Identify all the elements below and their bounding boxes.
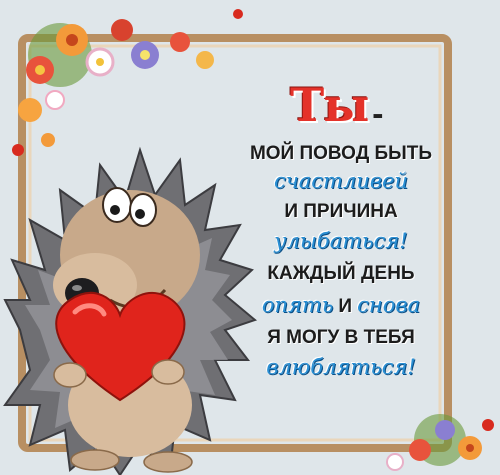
title-ty: Ты [290, 78, 369, 132]
title-dash: - [372, 98, 384, 131]
poem-line-1: МОЙ ПОВОД БЫТЬ [249, 143, 433, 164]
poem-line-6 [236, 295, 446, 316]
poem-word-snova: снова [357, 293, 421, 317]
poem-line-5: КАЖДЫЙ ДЕНЬ [267, 263, 415, 284]
poem-line-2: счастливей [273, 169, 409, 193]
flower-bouquet-top-left [12, 9, 243, 156]
poem-text [236, 88, 446, 378]
poem-word-opyat: опять [261, 293, 334, 317]
left-eye [103, 188, 131, 222]
poem-line-4: улыбаться! [274, 229, 408, 253]
poem-line-8: влюбляться! [266, 355, 416, 379]
poem-word-i: И [338, 296, 353, 317]
poem-line-3: И ПРИЧИНА [284, 201, 398, 222]
flower-bouquet-bottom-right [387, 414, 494, 470]
poem-line-7: Я МОГУ В ТЕБЯ [267, 327, 415, 348]
